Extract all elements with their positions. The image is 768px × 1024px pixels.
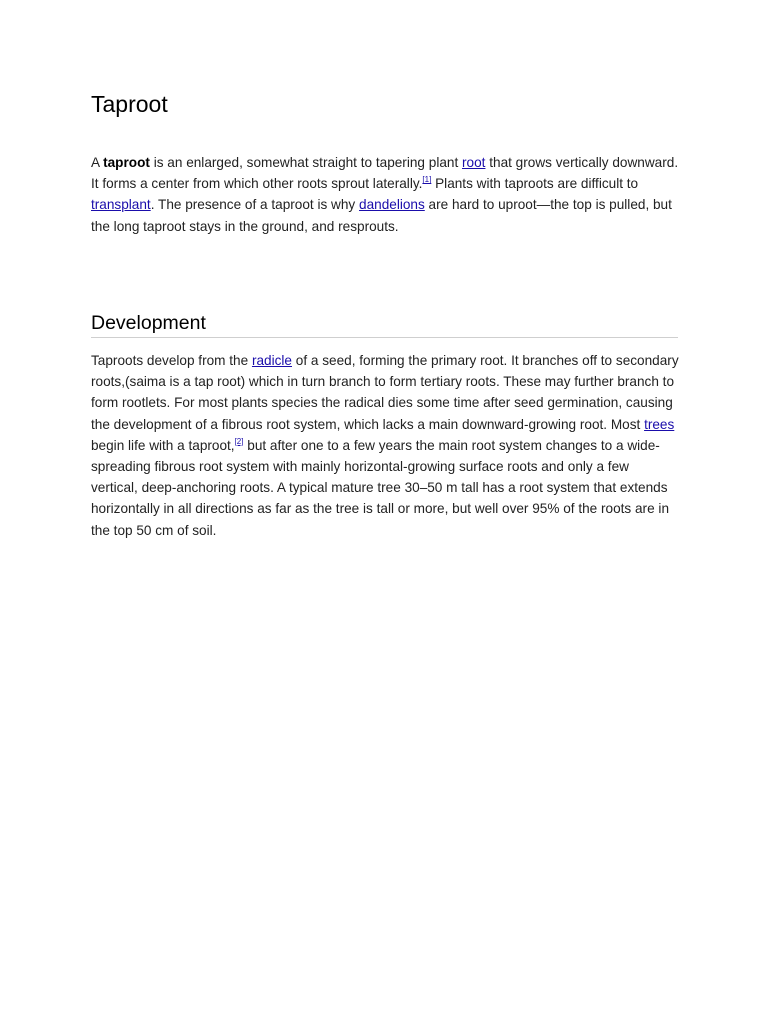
intro-text-3: that grows vertically downward. It forms a center from which other roots sprout laterally. [91, 155, 679, 192]
reference-1-link[interactable]: [1] [422, 175, 432, 185]
intro-text-6: are hard to uproot—the top is pulled, but the long taproot stays in the ground, and resprouts. [91, 197, 672, 234]
reference-2-link[interactable]: [2] [234, 436, 244, 446]
intro-paragraph [91, 152, 679, 237]
dev-text-2: of a seed, forming the primary root. It branches off to secondary roots,(saima is a tap root) which in turn branch to form tertiary roots. These may further branch to form rootlets. For most plants species the radical dies some time after seed germination, causing the development of a fibrous root system, which lacks a main downward-growing root. Most [91, 353, 679, 432]
intro-text-4: Plants with taproots are difficult to [431, 176, 639, 192]
link-trees[interactable]: trees [644, 416, 675, 432]
dev-text-3: begin life with a taproot, [91, 437, 235, 453]
link-dandelions[interactable]: dandelions [359, 197, 425, 213]
intro-bold-term: taproot [103, 155, 150, 170]
link-transplant[interactable]: transplant [91, 197, 151, 213]
intro-text-1: A [91, 155, 104, 170]
intro-text-2: is an enlarged, somewhat straight to tapering plant [149, 155, 463, 170]
dev-text-1: Taproots develop from the [91, 353, 252, 368]
intro-text-5: . The presence of a taproot is why [150, 197, 360, 213]
link-radicle[interactable]: radicle [251, 353, 292, 368]
reference-1 [422, 175, 431, 184]
link-root[interactable]: root [462, 155, 486, 170]
page-title: Taproot [91, 91, 168, 117]
development-paragraph [91, 350, 679, 541]
section-heading-development: Development [91, 311, 678, 338]
dev-text-4: but after one to a few years the main root system changes to a wide-spreading fibrous root system with mainly horizontal-growing surface roots and only a few vertical, deep-anchoring roots. A typical mature tree 30–50 m tall has a root system that extends horizontally in all directions as far as the tree is tall or more, but well over 95% of the roots are in the top 50 cm of soil. [91, 437, 670, 538]
